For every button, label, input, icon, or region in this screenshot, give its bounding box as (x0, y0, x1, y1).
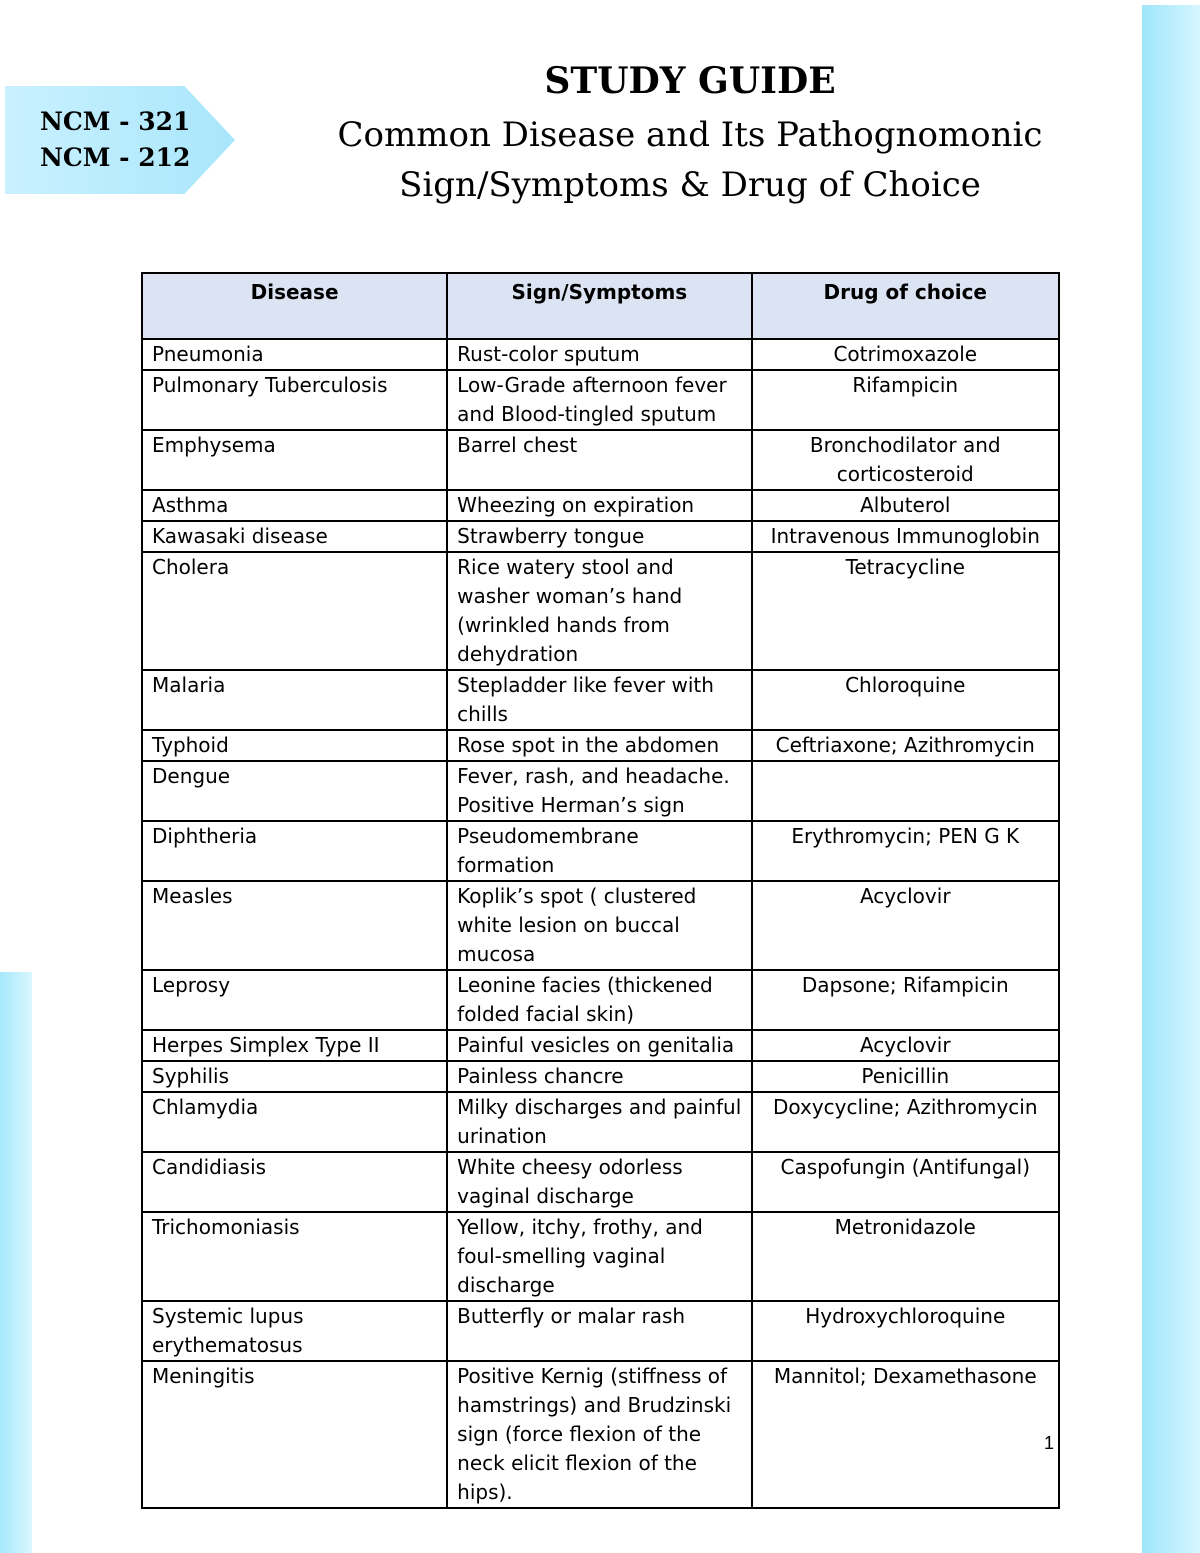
drug-cell: Penicillin (752, 1061, 1059, 1092)
document-title: STUDY GUIDE (544, 60, 836, 102)
symptom-cell: Positive Kernig (stiffness of hamstrings) and Brudzinski sign (force flexion of the neck elicit flexion of the hips). (447, 1361, 751, 1508)
drug-cell: Cotrimoxazole (752, 339, 1059, 370)
drug-cell: Ceftriaxone; Azithromycin (752, 730, 1059, 761)
disease-cell: Leprosy (142, 970, 447, 1030)
symptom-cell: Rose spot in the abdomen (447, 730, 751, 761)
table-row (142, 1092, 1059, 1152)
symptom-cell: Yellow, itchy, frothy, and foul-smelling vaginal discharge (447, 1212, 751, 1301)
symptom-cell: Milky discharges and painful urination (447, 1092, 751, 1152)
table-row (142, 1152, 1059, 1212)
disease-cell: Emphysema (142, 430, 447, 490)
drug-cell (752, 761, 1059, 821)
table-row (142, 730, 1059, 761)
header-drug-of-choice: Drug of choice (752, 273, 1059, 339)
disease-cell: Dengue (142, 761, 447, 821)
disease-cell: Chlamydia (142, 1092, 447, 1152)
disease-cell: Systemic lupus erythematosus (142, 1301, 447, 1361)
drug-cell: Chloroquine (752, 670, 1059, 730)
disease-cell: Asthma (142, 490, 447, 521)
drug-cell: Tetracycline (752, 552, 1059, 670)
drug-cell: Albuterol (752, 490, 1059, 521)
table-row (142, 881, 1059, 970)
disease-cell: Candidiasis (142, 1152, 447, 1212)
symptom-cell: Low-Grade afternoon fever and Blood-tingled sputum (447, 370, 751, 430)
disease-table (141, 272, 1060, 1509)
disease-cell: Pulmonary Tuberculosis (142, 370, 447, 430)
disease-cell: Malaria (142, 670, 447, 730)
drug-cell: Doxycycline; Azithromycin (752, 1092, 1059, 1152)
symptom-cell: Strawberry tongue (447, 521, 751, 552)
drug-cell: Erythromycin; PEN G K (752, 821, 1059, 881)
table-row (142, 761, 1059, 821)
table-row (142, 1061, 1059, 1092)
disease-cell: Kawasaki disease (142, 521, 447, 552)
drug-cell: Dapsone; Rifampicin (752, 970, 1059, 1030)
drug-cell: Metronidazole (752, 1212, 1059, 1301)
drug-cell: Caspofungin (Antifungal) (752, 1152, 1059, 1212)
right-decorative-bar (1142, 5, 1200, 1553)
symptom-cell: Barrel chest (447, 430, 751, 490)
symptom-cell: Leonine facies (thickened folded facial skin) (447, 970, 751, 1030)
symptom-cell: Rust-color sputum (447, 339, 751, 370)
drug-cell: Intravenous Immunoglobin (752, 521, 1059, 552)
symptom-cell: Koplik’s spot ( clustered white lesion on buccal mucosa (447, 881, 751, 970)
table-row (142, 1212, 1059, 1301)
table-row (142, 521, 1059, 552)
table-body (142, 339, 1059, 1508)
course-code-1: NCM - 321 (40, 107, 191, 136)
table-row (142, 370, 1059, 430)
drug-cell: Acyclovir (752, 881, 1059, 970)
document-subtitle-line-2: Sign/Symptoms & Drug of Choice (399, 165, 981, 205)
course-codes (40, 104, 190, 176)
symptom-cell: Fever, rash, and headache. Positive Herman’s sign (447, 761, 751, 821)
symptom-cell: Butterfly or malar rash (447, 1301, 751, 1361)
left-decorative-bar (0, 972, 32, 1553)
table-row (142, 670, 1059, 730)
symptom-cell: Painful vesicles on genitalia (447, 1030, 751, 1061)
table-header (142, 273, 1059, 339)
table-row (142, 552, 1059, 670)
course-code-2: NCM - 212 (40, 143, 191, 172)
symptom-cell: White cheesy odorless vaginal discharge (447, 1152, 751, 1212)
disease-cell: Syphilis (142, 1061, 447, 1092)
table-row (142, 970, 1059, 1030)
symptom-cell: Rice watery stool and washer woman’s hand (wrinkled hands from dehydration (447, 552, 751, 670)
table-row (142, 1030, 1059, 1061)
document-subtitle-line-1: Common Disease and Its Pathognomonic (337, 115, 1043, 155)
table-row (142, 1301, 1059, 1361)
disease-cell: Meningitis (142, 1361, 447, 1508)
symptom-cell: Pseudomembrane formation (447, 821, 751, 881)
drug-cell: Hydroxychloroquine (752, 1301, 1059, 1361)
table-row (142, 490, 1059, 521)
symptom-cell: Painless chancre (447, 1061, 751, 1092)
table-row (142, 339, 1059, 370)
drug-cell: Acyclovir (752, 1030, 1059, 1061)
table-header-row (142, 273, 1059, 339)
header-disease: Disease (142, 273, 447, 339)
disease-cell: Typhoid (142, 730, 447, 761)
table-row (142, 821, 1059, 881)
disease-cell: Trichomoniasis (142, 1212, 447, 1301)
disease-cell: Measles (142, 881, 447, 970)
header-sign-symptoms: Sign/Symptoms (447, 273, 751, 339)
drug-cell: Bronchodilator and corticosteroid (752, 430, 1059, 490)
drug-cell: Mannitol; Dexamethasone (752, 1361, 1059, 1508)
page-number: 1 (1044, 1433, 1055, 1453)
symptom-cell: Wheezing on expiration (447, 490, 751, 521)
drug-cell: Rifampicin (752, 370, 1059, 430)
disease-cell: Herpes Simplex Type II (142, 1030, 447, 1061)
symptom-cell: Stepladder like fever with chills (447, 670, 751, 730)
table-row (142, 430, 1059, 490)
disease-cell: Pneumonia (142, 339, 447, 370)
disease-cell: Cholera (142, 552, 447, 670)
disease-cell: Diphtheria (142, 821, 447, 881)
table-row (142, 1361, 1059, 1508)
